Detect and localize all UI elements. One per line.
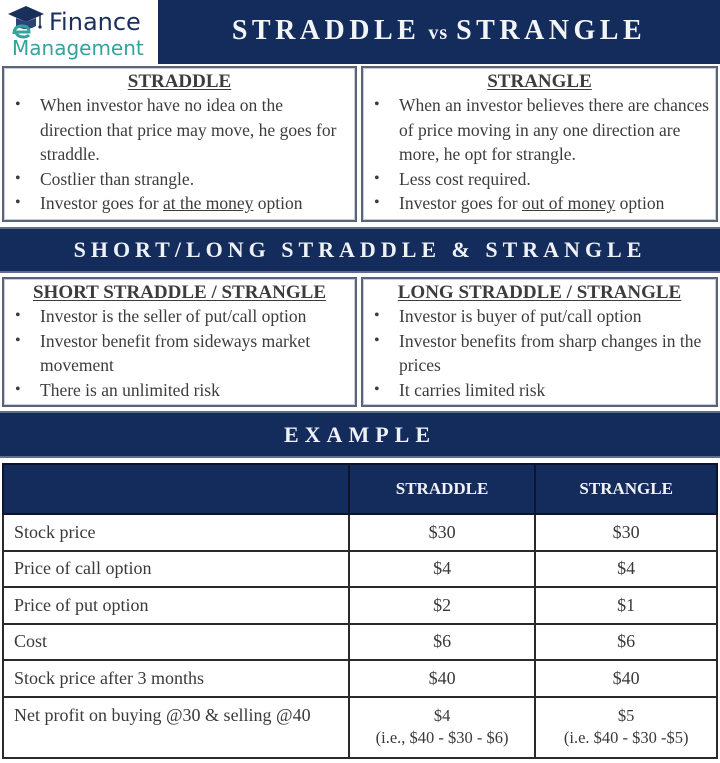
row-label: Price of call option — [3, 551, 349, 588]
straddle-card — [2, 66, 357, 222]
row-label: Stock price after 3 months — [3, 660, 349, 697]
short-bullets — [4, 304, 355, 402]
logo-text-management: Management — [12, 36, 144, 60]
strangle-value: $1 — [535, 587, 717, 624]
table-row — [3, 551, 717, 588]
logo-text-finance: Finance — [49, 8, 141, 36]
title-bar — [158, 0, 720, 64]
title-strangle: STRANGLE — [456, 15, 647, 46]
straddle-value: $6 — [349, 624, 536, 661]
long-bullets — [363, 304, 716, 402]
column-header-strangle: STRANGLE — [535, 464, 717, 514]
section-title: SHORT/LONG STRADDLE & STRANGLE — [73, 237, 647, 262]
strangle-heading: STRANGLE — [487, 71, 592, 92]
header — [0, 0, 720, 64]
logo — [0, 0, 158, 64]
list-item: • Investor is buyer of put/call option — [371, 304, 710, 329]
section-banner-example — [0, 411, 720, 458]
list-item: • When an investor believes there are chances of price moving in any one direction are more, he opt for strangle. — [371, 93, 710, 167]
example-table — [2, 463, 718, 759]
list-item: • Investor goes for out of money option — [371, 191, 710, 216]
row-label: Cost — [3, 624, 349, 661]
strangle-net-profit: $5 — [617, 706, 635, 725]
table-row — [3, 697, 717, 758]
strangle-value: $6 — [535, 624, 717, 661]
strangle-value: $30 — [535, 514, 717, 551]
straddle-value: $2 — [349, 587, 536, 624]
example-title: EXAMPLE — [284, 422, 436, 447]
row-label: Net profit on buying @30 & selling @40 — [3, 697, 349, 758]
straddle-value: $4 — [349, 551, 536, 588]
long-straddle-card — [361, 277, 718, 407]
title-straddle: STRADDLE — [231, 15, 421, 46]
list-item: • When investor have no idea on the direction that price may move, he goes for straddle. — [12, 93, 349, 167]
straddle-value — [349, 697, 536, 758]
row-label: Stock price — [3, 514, 349, 551]
short-heading: SHORT STRADDLE / STRANGLE — [32, 282, 327, 303]
straddle-value: $30 — [349, 514, 536, 551]
strangle-value: $40 — [535, 660, 717, 697]
straddle-net-profit-note: (i.e., $40 - $30 - $6) — [375, 728, 509, 747]
strangle-value — [535, 697, 717, 758]
strangle-net-profit-note: (i.e. $40 - $30 -$5) — [563, 728, 689, 747]
strangle-card — [361, 66, 718, 222]
list-item: • Investor is the seller of put/call option — [12, 304, 349, 329]
list-item: • Less cost required. — [371, 167, 710, 192]
column-header-label — [3, 464, 349, 514]
table-row — [3, 514, 717, 551]
straddle-heading: STRADDLE — [127, 71, 232, 92]
list-item: • It carries limited risk — [371, 378, 710, 403]
list-item: • Investor benefits from sharp changes in the prices — [371, 329, 710, 378]
graduation-cap-e-icon — [4, 4, 46, 40]
section-banner-short-long — [0, 227, 720, 273]
straddle-value: $40 — [349, 660, 536, 697]
list-item: • Costlier than strangle. — [12, 167, 349, 192]
strangle-bullets — [363, 93, 716, 216]
strangle-value: $4 — [535, 551, 717, 588]
title-vs: vs — [428, 22, 449, 44]
short-straddle-card — [2, 277, 357, 407]
list-item: • Investor benefit from sideways market movement — [12, 329, 349, 378]
table-row — [3, 587, 717, 624]
underlined-term: out of money — [521, 193, 616, 213]
table-row — [3, 624, 717, 661]
long-heading: LONG STRADDLE / STRANGLE — [397, 282, 682, 303]
underlined-term: at the money — [162, 193, 254, 213]
straddle-bullets — [4, 93, 355, 216]
list-item: • There is an unlimited risk — [12, 378, 349, 403]
table-row — [3, 660, 717, 697]
page-title — [158, 15, 720, 47]
row-label: Price of put option — [3, 587, 349, 624]
column-header-straddle: STRADDLE — [349, 464, 536, 514]
list-item: • Investor goes for at the money option — [12, 191, 349, 216]
table-header-row — [3, 464, 717, 514]
straddle-net-profit: $4 — [433, 706, 451, 725]
